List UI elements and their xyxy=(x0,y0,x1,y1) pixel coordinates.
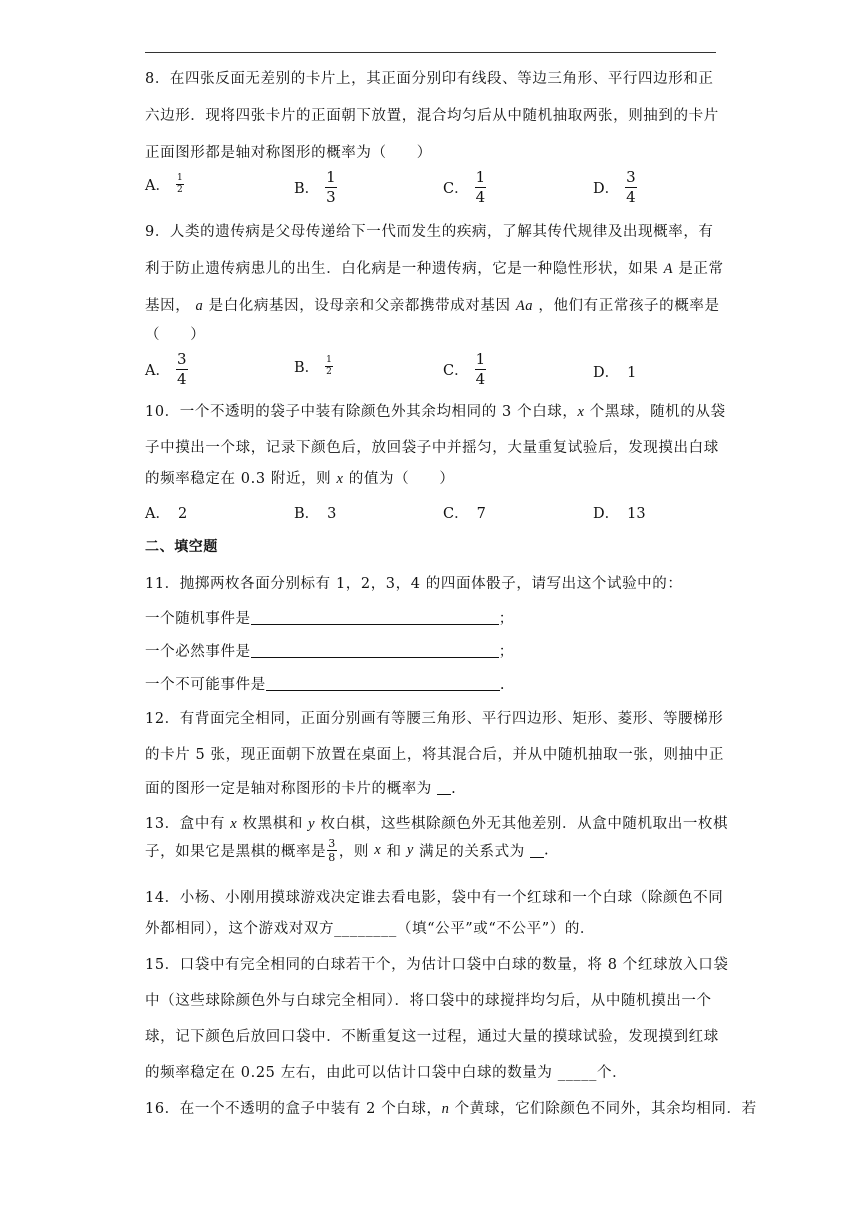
q10-option-d: D． 13 xyxy=(593,506,646,522)
q9-option-b: B． $\frac{1}{2}$ xyxy=(294,355,332,377)
q15-line2: 中（这些球除颜色外与白球完全相同）．将口袋中的球搅拌均匀后，从中随机摸出一个 xyxy=(145,993,712,1009)
q10-option-c: C． 7 xyxy=(443,506,486,522)
q16-line1: 16．在一个不透明的盒子中装有 2 个白球，n 个黄球，它们除颜色不同外，其余均相同．若 xyxy=(145,1101,757,1117)
answer-blank[interactable] xyxy=(266,676,500,691)
answer-blank[interactable]: _____ xyxy=(557,1065,597,1081)
header-rule xyxy=(145,52,716,53)
q15-line4: 的频率稳定在 0.25 左右，由此可以估计口袋中白球的数量为 _____个． xyxy=(145,1065,628,1081)
q9-line1: 9．人类的遗传病是父母传递给下一代而发生的疾病，了解其传代规律及出现概率，有 xyxy=(145,224,714,240)
q12-line1: 12．有背面完全相同，正面分别画有等腰三角形、平行四边形、矩形、菱形、等腰梯形 xyxy=(145,711,724,727)
q13-line2: 子，如果它是黑棋的概率是 $\frac{3}{8}$ ，则 x 和 y 满足的关系式为 . xyxy=(145,837,550,864)
q10-line2: 子中摸出一个球，记录下颜色后，放回袋子中并摇匀，大量重复试验后，发现摸出白球 xyxy=(145,440,719,456)
q15-line3: 球，记下颜色后放回口袋中．不断重复这一过程，通过大量的摸球试验，发现摸到红球 xyxy=(145,1029,719,1045)
answer-blank[interactable] xyxy=(437,780,451,795)
section-title-fill-in: 二、填空题 xyxy=(145,539,218,555)
q9-option-a: A． $\frac{3}{4}$ xyxy=(145,350,187,388)
q8-line1: 8．在四张反面无差别的卡片上，其正面分别印有线段、等边三角形、平行四边形和正 xyxy=(145,71,714,87)
q12-line2: 的卡片 5 张，现正面朝下放置在桌面上，将其混合后，并从中随机抽取一张，则抽中正 xyxy=(145,747,724,763)
q11-line1: 11．抛掷两枚各面分别标有 1，2，3，4 的四面体骰子，请写出这个试验中的： xyxy=(145,576,683,592)
q9-line3: 基因， a 是白化病基因，设母亲和父亲都携带成对基因 Aa ，他们有正常孩子的概率是 xyxy=(145,298,720,314)
answer-blank[interactable] xyxy=(251,610,499,625)
q8-line3: 正面图形都是轴对称图形的概率为（ ） xyxy=(145,145,432,161)
q14-line2: 外都相同），这个游戏对双方________（填“公平”或“不公平”）的． xyxy=(145,921,596,937)
q10-option-a: A． 2 xyxy=(145,506,188,522)
q13-line1: 13．盒中有 x 枚黑棋和 y 枚白棋，这些棋除颜色外无其他差别．从盒中随机取出一枚棋 xyxy=(145,816,729,832)
q10-option-b: B． 3 xyxy=(294,506,337,522)
q11-item-random: 一个随机事件是 ； xyxy=(145,611,514,627)
q14-line1: 14．小杨、小刚用摸球游戏决定谁去看电影，袋中有一个红球和一个白球（除颜色不同 xyxy=(145,890,724,906)
answer-blank[interactable]: ________ xyxy=(334,921,397,937)
q9-option-c: C． $\frac{1}{4}$ xyxy=(443,350,486,388)
q8-line2: 六边形．现将四张卡片的正面朝下放置，混合均匀后从中随机抽取两张，则抽到的卡片 xyxy=(145,108,719,124)
q8-option-a: A． $\frac{1}{2}$ xyxy=(145,173,183,195)
q8-option-d: D． $\frac{3}{4}$ xyxy=(593,168,636,206)
q11-item-impossible: 一个不可能事件是 . xyxy=(145,677,506,693)
q10-line3: 的频率稳定在 0.3 附近，则 x 的值为（ ） xyxy=(145,471,455,487)
q9-line4: （ ） xyxy=(145,327,206,343)
q8-option-b: B． $\frac{1}{3}$ xyxy=(294,168,336,206)
q8-option-c: C． $\frac{1}{4}$ xyxy=(443,168,486,206)
q11-item-certain: 一个必然事件是 ； xyxy=(145,644,514,660)
q9-line2: 利于防止遗传病患儿的出生．白化病是一种遗传病，它是一种隐性形状，如果 A 是正常 xyxy=(145,261,724,277)
answer-blank[interactable] xyxy=(251,643,499,658)
q12-line3: 面的图形一定是轴对称图形的卡片的概率为 . xyxy=(145,781,457,797)
answer-blank[interactable] xyxy=(530,843,544,858)
q9-option-d: D． 1 xyxy=(593,365,637,381)
q10-line1: 10．一个不透明的袋子中装有除颜色外其余均相同的 3 个白球，x 个黑球，随机的从袋 xyxy=(145,404,726,420)
q15-line1: 15．口袋中有完全相同的白球若干个，为估计口袋中白球的数量，将 8 个红球放入口袋 xyxy=(145,957,729,973)
